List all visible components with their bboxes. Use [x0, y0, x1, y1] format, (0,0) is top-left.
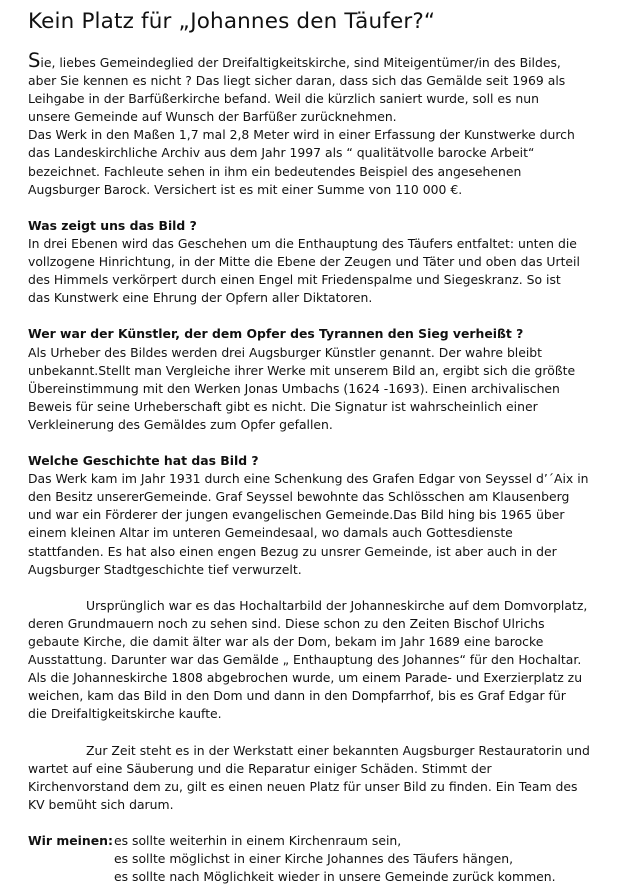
intro-line: Das Werk in den Maßen 1,7 mal 2,8 Meter wird in einer Erfassung der Kunstwerke durch	[28, 127, 575, 143]
spacer	[28, 434, 608, 452]
intro-line: Augsburger Barock. Versichert ist es mit einer Summe von 110 000 €.	[28, 181, 463, 197]
intro-paragraph	[28, 49, 608, 199]
spacer	[28, 579, 608, 597]
section-history	[28, 452, 608, 579]
section-line: Als Urheber des Bildes werden drei Augsburger Künstler genannt. Der wahre bleibt	[28, 344, 543, 360]
paragraph-line: Als die Johanneskirche 1808 abgebrochen wurde, um einem Parade- und Exerzierplatz zu	[28, 670, 583, 686]
section-line: und war ein Förderer der jungen evangelischen Gemeinde.Das Bild hing bis 1965 über	[28, 507, 565, 523]
intro-line: bezeichnet. Fachleute sehen in ihm ein bedeutendes Beispiel des angesehenen	[28, 163, 522, 179]
paragraph-line: deren Grundmauern noch zu sehen sind. Diese schon zu den Zeiten Bischof Ulrichs	[28, 615, 545, 631]
conclusion-list	[114, 832, 608, 886]
intro-line: aber Sie kennen es nicht ? Das liegt sicher daran, dass sich das Gemälde seit 1969 als	[28, 73, 566, 89]
section-line: das Kunstwerk eine Ehrung der Opfern aller Diktatoren.	[28, 290, 373, 306]
conclusion-item: es sollte möglichst in einer Kirche Johannes des Täufers hängen,	[114, 851, 514, 867]
section-line: des Himmels verkörpert durch einen Engel mit Friedenspalme und Siegeskranz. So ist	[28, 272, 561, 288]
section-line: vollzogene Hinrichtung, in der Mitte die Ebene der Zeugen und Täter und oben das Urteil	[28, 254, 580, 270]
section-heading: Welche Geschichte hat das Bild ?	[28, 453, 259, 469]
section-line: Das Werk kam im Jahr 1931 durch eine Schenkung des Grafen Edgar von Seyssel d’´Aix in	[28, 471, 589, 487]
section-line: Beweis für seine Urheberschaft gibt es nicht. Die Signatur ist wahrscheinlich einer	[28, 398, 538, 414]
intro-line: Sie, liebes Gemeindeglied der Dreifaltigkeitskirche, sind Miteigentümer/in des Bildes,	[28, 49, 561, 72]
spacer	[28, 814, 608, 832]
paragraph-line: Ausstattung. Darunter war das Gemälde „ Enthauptung des Johannes“ für den Hochaltar.	[28, 652, 582, 668]
intro-line: unsere Gemeinde auf Wunsch der Barfüßer zurücknehmen.	[28, 109, 397, 125]
paragraph-origin	[28, 597, 608, 724]
section-line: Übereinstimmung mit den Werken Jonas Umbachs (1624 -1693). Einen archivalischen	[28, 380, 560, 396]
conclusion-label: Wir meinen:	[28, 833, 113, 849]
drop-cap: S	[28, 49, 41, 72]
section-line: den Besitz unsererGemeinde. Graf Seyssel bewohnte das Schlösschen am Klausenberg	[28, 489, 570, 505]
paragraph-line: wartet auf eine Säuberung und die Reparatur einiger Schäden. Stimmt der	[28, 760, 492, 776]
intro-line: das Landeskirchliche Archiv aus dem Jahr 1997 als “ qualitätvolle barocke Arbeit“	[28, 145, 535, 161]
section-line: unbekannt.Stellt man Vergleiche ihrer Werke mit unserem Bild an, ergibt sich die größte	[28, 362, 576, 378]
spacer	[28, 723, 608, 741]
conclusion-item: es sollte weiterhin in einem Kirchenraum sein,	[114, 833, 402, 849]
section-artist	[28, 325, 608, 434]
document-title: Kein Platz für „Johannes den Täufer?“	[28, 9, 436, 34]
spacer	[28, 199, 608, 217]
section-line: einem kleinen Altar im unteren Gemeindesaal, wo damals auch Gottesdienste	[28, 525, 513, 541]
section-line: Augsburger Stadtgeschichte tief verwurzelt.	[28, 561, 302, 577]
spacer	[28, 307, 608, 325]
section-what-does-picture-show	[28, 217, 608, 307]
paragraph-line: Kirchenvorstand dem zu, gilt es einen neuen Platz für unser Bild zu finden. Ein Team des	[28, 778, 578, 794]
section-heading: Wer war der Künstler, der dem Opfer des Tyrannen den Sieg verheißt ?	[28, 326, 524, 342]
section-heading: Was zeigt uns das Bild ?	[28, 217, 197, 233]
paragraph-line: die Dreifaltigkeitskirche kaufte.	[28, 706, 222, 722]
paragraph-line: Zur Zeit steht es in der Werkstatt einer bekannten Augsburger Restauratorin und	[86, 742, 590, 758]
intro-line: Leihgabe in der Barfüßerkirche befand. Weil die kürzlich saniert wurde, soll es nun	[28, 91, 539, 107]
section-line: In drei Ebenen wird das Geschehen um die Enthauptung des Täufers entfaltet: unten die	[28, 235, 577, 251]
section-line: Verkleinerung des Gemäldes zum Opfer gefallen.	[28, 416, 333, 432]
document-body	[28, 49, 608, 886]
paragraph-current-state	[28, 742, 608, 814]
paragraph-line: weichen, kam das Bild in den Dom und dann in den Dompfarrhof, bis es Graf Edgar für	[28, 688, 566, 704]
paragraph-line: KV bemüht sich darum.	[28, 796, 174, 812]
paragraph-line: gebaute Kirche, die damit älter war als der Dom, bekam im Jahr 1689 eine barocke	[28, 634, 544, 649]
conclusion-item: es sollte nach Möglichkeit wieder in unsere Gemeinde zurück kommen.	[114, 869, 556, 885]
paragraph-line: Ursprünglich war es das Hochaltarbild der Johanneskirche auf dem Domvorplatz,	[86, 597, 588, 613]
section-line: stattfanden. Es hat also einen engen Bezug zu unsrer Gemeinde, ist aber auch in der	[28, 543, 557, 559]
conclusion	[28, 832, 608, 886]
